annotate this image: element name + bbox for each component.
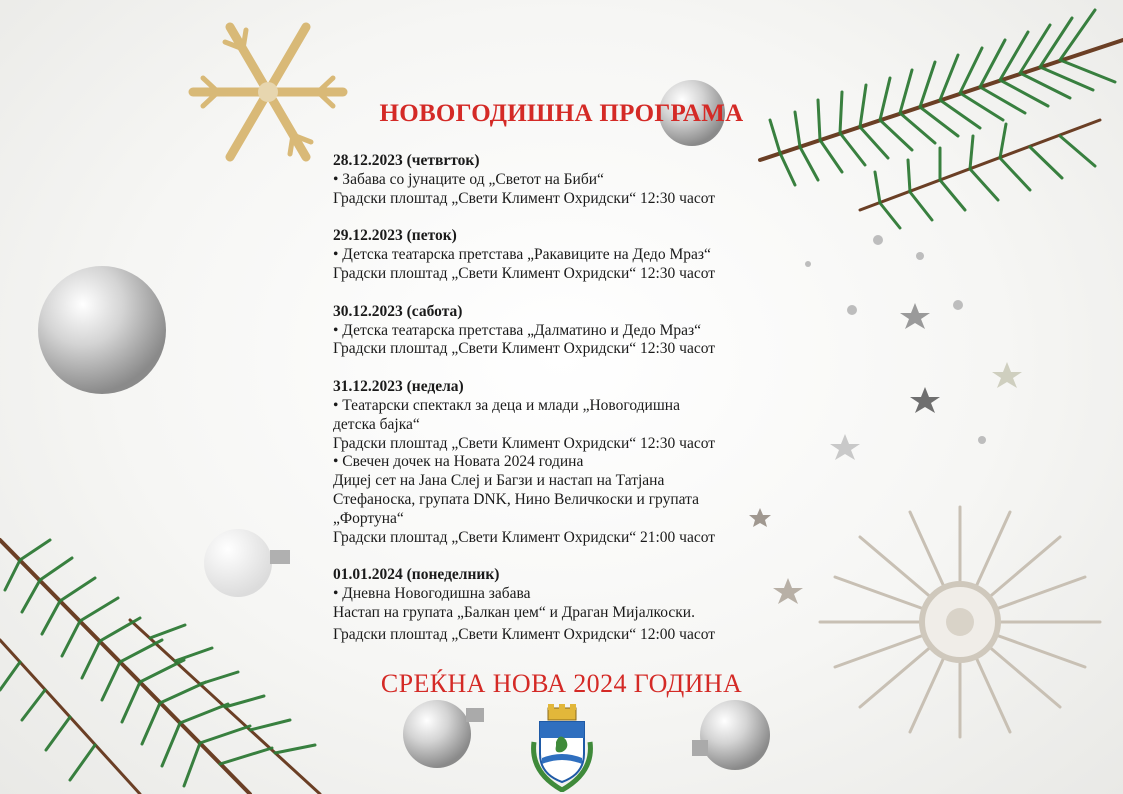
event-line: Стефаноска, групата DNK, Нино Величкоски и групата xyxy=(333,490,699,508)
footer-greeting: СРЕЌНА НОВА 2024 ГОДИНА xyxy=(380,669,743,698)
event-location: Градски плоштад „Свети Климент Охридски“ 12:30 часот xyxy=(333,264,716,282)
event-line: „Фортуна“ xyxy=(333,509,404,527)
event-location: Градски плоштад „Свети Климент Охридски“ 21:00 часот xyxy=(333,528,716,546)
event-date: 28.12.2023 (четвrток) xyxy=(333,152,480,169)
silver-snowflake-icon xyxy=(820,507,1100,737)
silver-ornament-icon xyxy=(403,700,471,768)
event-line: Диџеј сет на Јана Слеј и Багзи и настап на Татјана xyxy=(333,472,665,490)
event-block xyxy=(333,303,803,359)
gold-snowflake-icon xyxy=(193,27,343,157)
event-date: 01.01.2024 (понеделник) xyxy=(333,566,500,584)
event-location: Градски плоштад „Свети Климент Охридски“ 12:30 часот xyxy=(333,434,716,452)
event-block xyxy=(333,152,803,208)
event-line: • Забава со јунаците од „Светот на Биби“ xyxy=(333,170,604,188)
pine-branch-icon xyxy=(0,540,320,794)
page-title: НОВОГОДИШНА ПРОГРАМА xyxy=(379,100,744,127)
event-location: Градски плоштад „Свети Климент Охридски“ 12:30 часот xyxy=(333,189,716,207)
event-date: 29.12.2023 (петок) xyxy=(333,227,457,245)
silver-ornament-icon xyxy=(700,700,770,770)
white-ornament-icon xyxy=(204,529,272,597)
event-block xyxy=(333,227,803,283)
event-line: Настап на групата „Балкан џем“ и Драган Мијалкоски. xyxy=(333,603,695,621)
event-date: 31.12.2023 (недела) xyxy=(333,378,464,396)
event-line: • Дневна Новогодишна забава xyxy=(333,585,531,603)
event-block xyxy=(333,378,803,547)
event-location: Градски плоштад „Свети Климент Охридски“ 12:30 часот xyxy=(333,340,716,358)
silver-ornament-icon xyxy=(38,266,166,394)
event-line: • Детска театарска претстава „Далматино и Дедо Мраз“ xyxy=(333,321,702,339)
event-block xyxy=(333,566,803,644)
event-date: 30.12.2023 (сабота) xyxy=(333,302,463,320)
program-list xyxy=(333,152,803,664)
municipality-emblem-icon xyxy=(526,702,598,792)
event-line: • Детска театарска претстава „Ракавиците на Дедо Мраз“ xyxy=(333,246,711,264)
event-location: Градски плоштад „Свети Климент Охридски“ 12:00 часот xyxy=(333,625,716,643)
event-line: детска бајка“ xyxy=(333,415,420,433)
event-line: • Свечен дочек на Новата 2024 година xyxy=(333,453,584,471)
event-line: • Театарски спектакл за деца и млади „Новогодишна xyxy=(333,396,680,414)
